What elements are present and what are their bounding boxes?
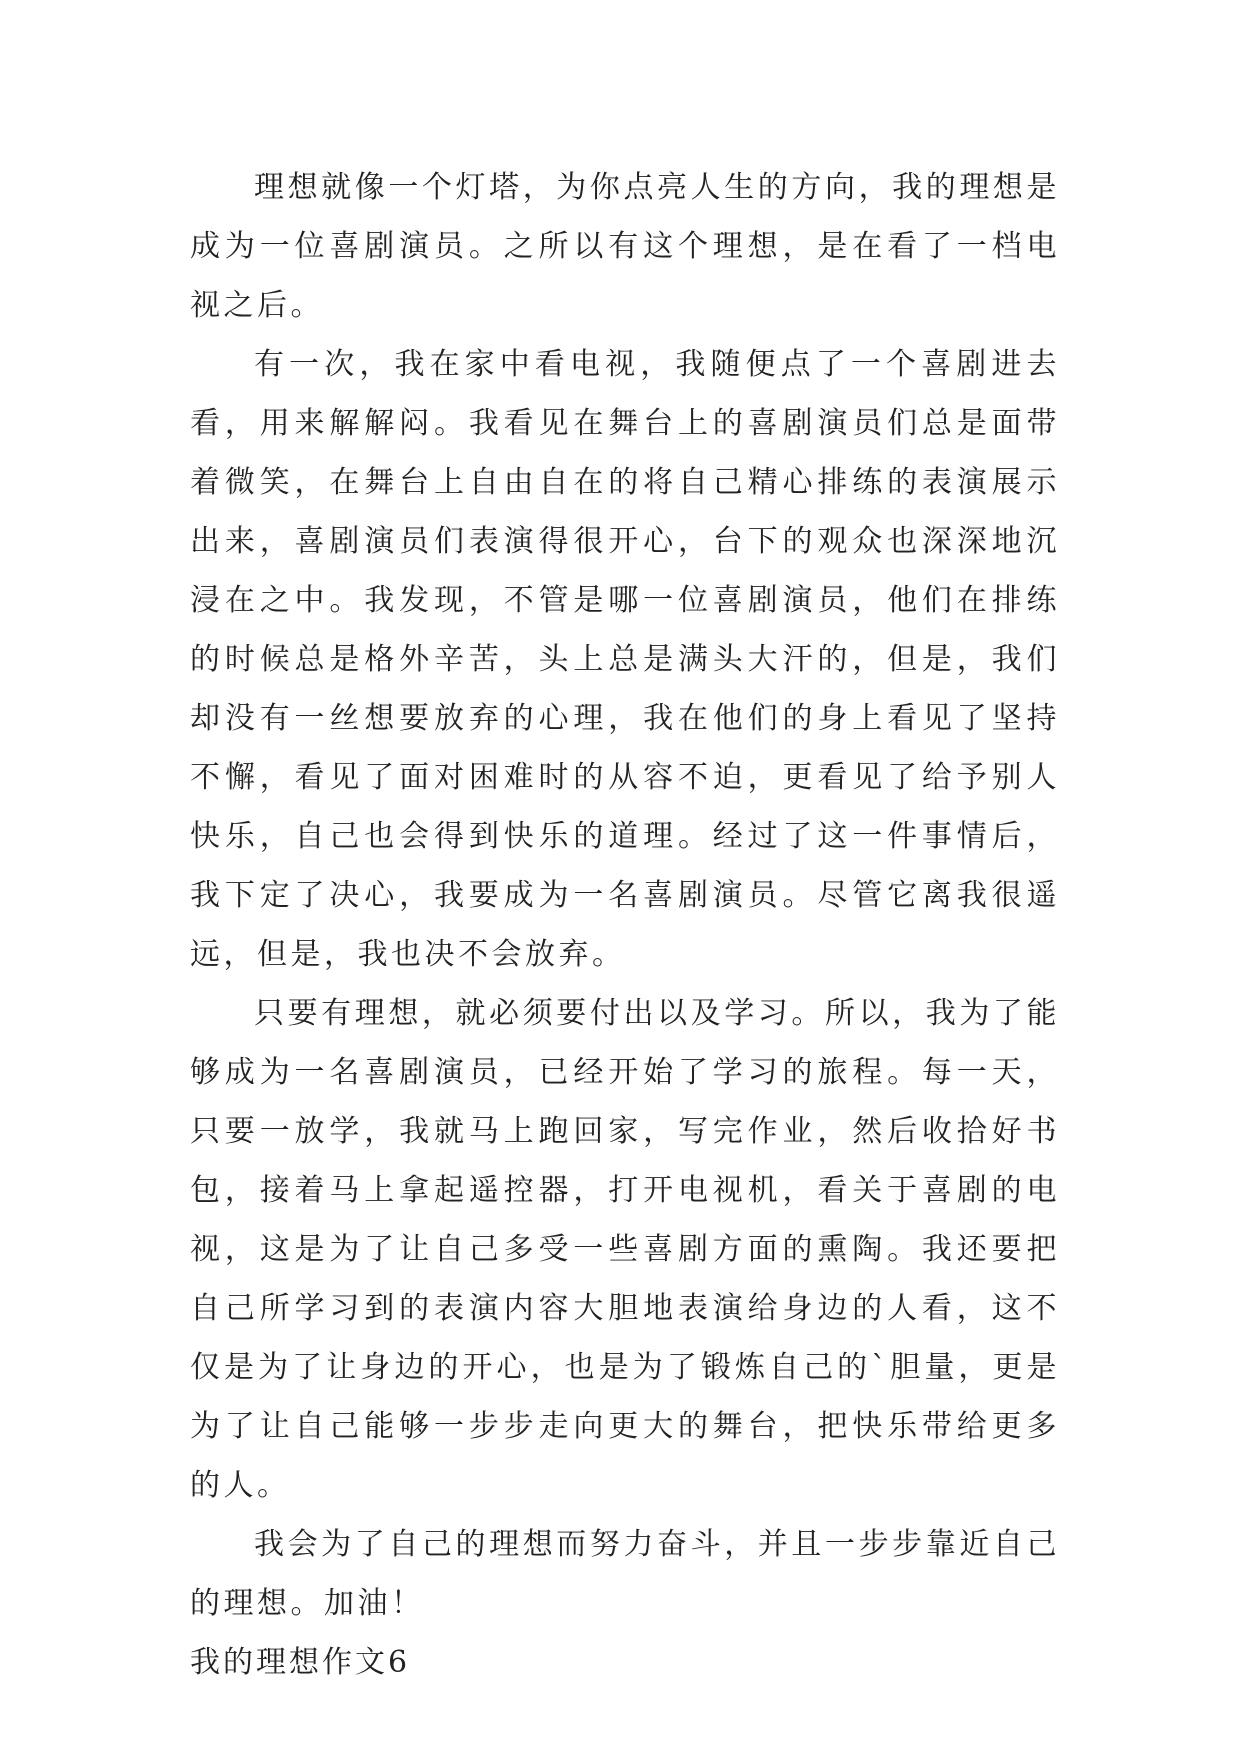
section-heading: 我的理想作文6 [190,1645,411,1680]
paragraph-2: 有一次，我在家中看电视，我随便点了一个喜剧进去看，用来解解闷。我看见在舞台上的喜剧演员们总是面带着微笑，在舞台上自由自在的将自己精心排练的表演展示出来，喜剧演员们表演得很开心，台下的观众也深深地沉浸在之中。我发现，不管是哪一位喜剧演员，他们在排练的时候总是格外辛苦，头上总是满头大汗的，但是，我们却没有一丝想要放弃的心理，我在他们的身上看见了坚持不懈，看见了面对困难时的从容不迫，更看见了给予别人快乐，自己也会得到快乐的道理。经过了这一件事情后，我下定了决心，我要成为一名喜剧演员。尽管它离我很遥远，但是，我也决不会放弃。 [190,347,1060,972]
paragraph-3: 只要有理想，就必须要付出以及学习。所以，我为了能够成为一名喜剧演员，已经开始了学习的旅程。每一天，只要一放学，我就马上跑回家，写完作业，然后收拾好书包，接着马上拿起遥控器，打开电视机，看关于喜剧的电视，这是为了让自己多受一些喜剧方面的熏陶。我还要把自己所学习到的表演内容大胆地表演给身边的人看，这不仅是为了让身边的开心，也是为了锻炼自己的`胆量，更是为了让自己能够一步步走向更大的舞台，把快乐带给更多的人。 [190,996,1060,1503]
paragraph-4: 我会为了自己的理想而努力奋斗，并且一步步靠近自己的理想。加油！ [190,1527,1060,1621]
essay-body [190,158,1060,1692]
paragraph-1: 理想就像一个灯塔，为你点亮人生的方向，我的理想是成为一位喜剧演员。之所以有这个理想，是在看了一档电视之后。 [190,170,1060,323]
